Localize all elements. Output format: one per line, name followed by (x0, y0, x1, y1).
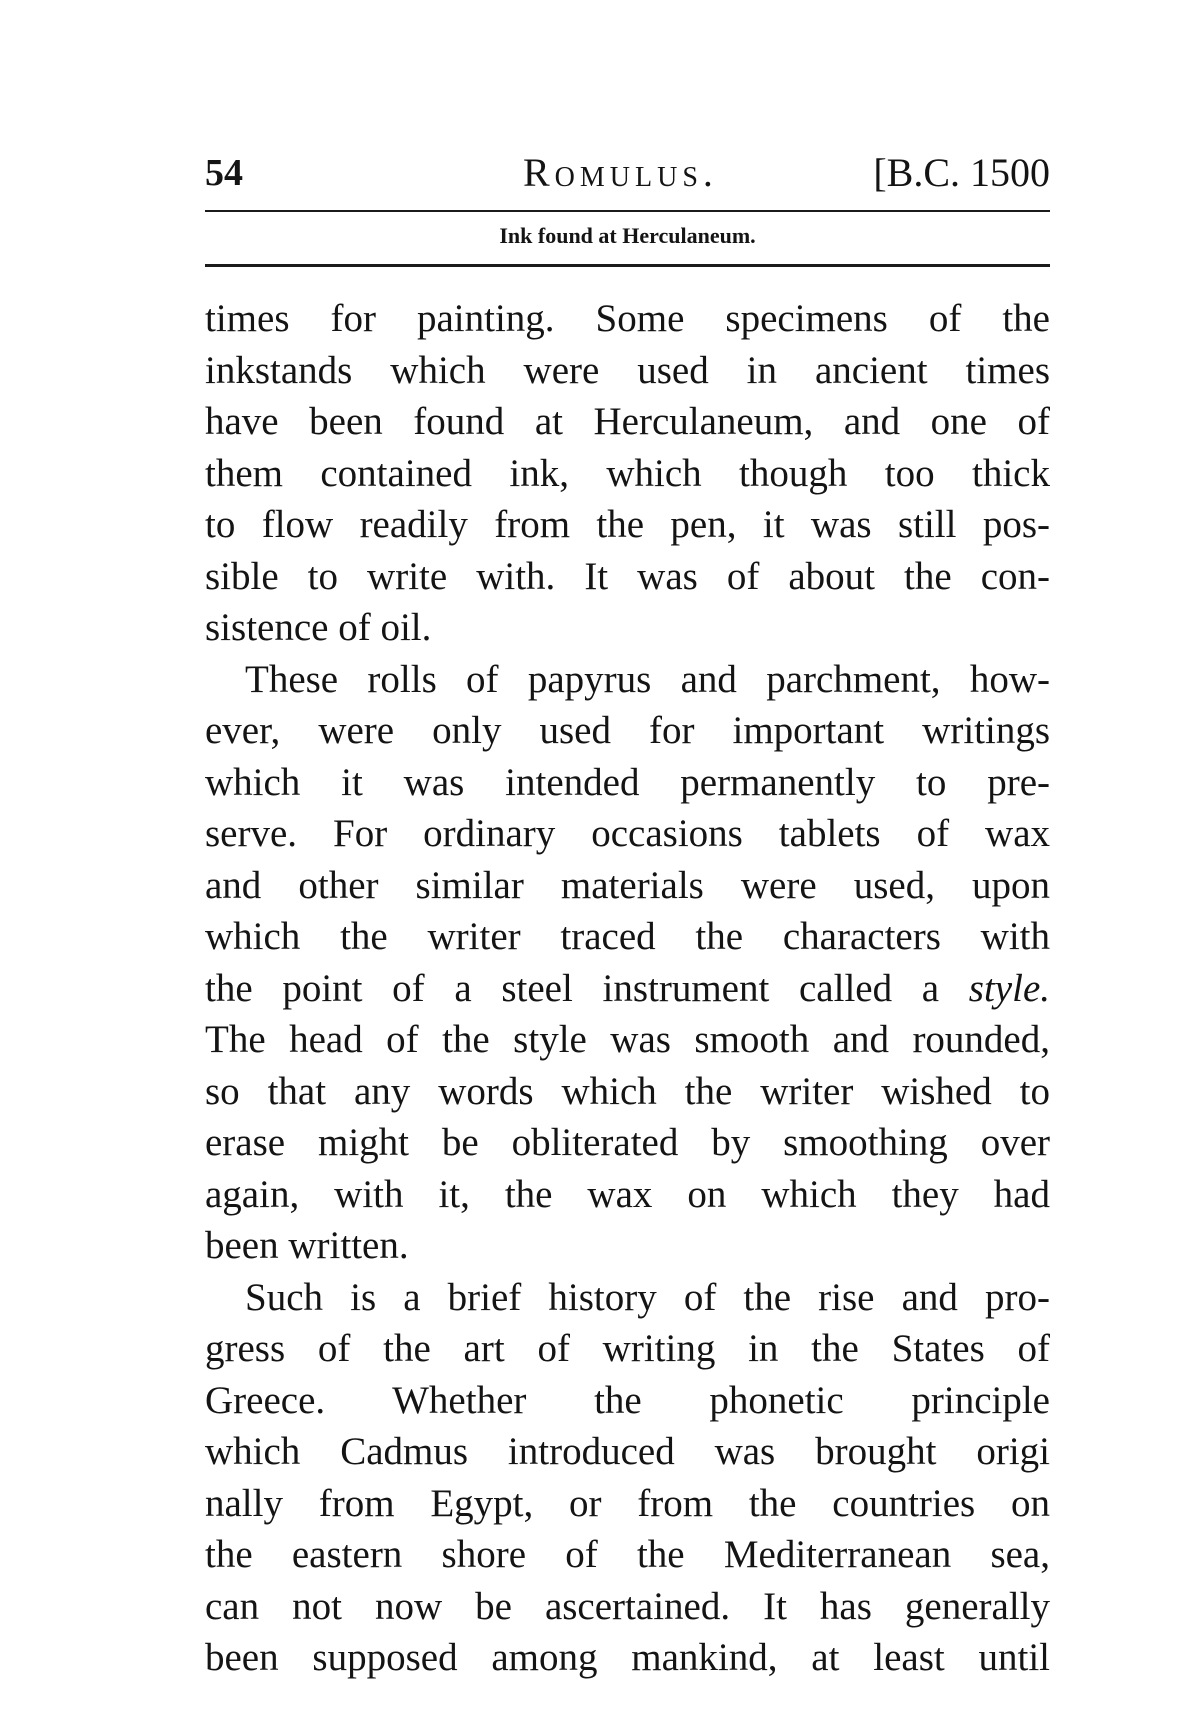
text-line-with-italic (205, 963, 1050, 1015)
header-rule-top (205, 210, 1050, 212)
text-line: These rolls of papyrus and parchment, how- (245, 657, 1050, 701)
paragraph-3 (205, 1272, 1050, 1684)
text-line: Greece. Whether the phonetic principle (205, 1378, 1050, 1422)
text-line: been written. (205, 1224, 409, 1267)
paragraph-2 (205, 654, 1050, 1272)
header-rule-bottom (205, 264, 1050, 267)
text-line: sible to write with. It was of about the con- (205, 554, 1050, 598)
running-head (205, 142, 1050, 204)
text-segment: the point of a steel instrument called a (205, 966, 940, 1010)
text-line: ever, were only used for important writings (205, 709, 1050, 752)
text-line: them contained ink, which though too thick (205, 451, 1050, 495)
text-line: sistence of oil. (205, 606, 432, 649)
text-line: nally from Egypt, or from the countries on (205, 1481, 1050, 1525)
text-line: been supposed among mankind, at least until (205, 1636, 1050, 1679)
text-line: the eastern shore of the Mediterranean sea, (205, 1533, 1050, 1576)
text-line: which Cadmus introduced was brought origi (205, 1430, 1050, 1473)
text-line: gress of the art of writing in the States of (205, 1327, 1050, 1370)
text-line: inkstands which were used in ancient times (205, 348, 1050, 392)
italic-term: style. (968, 966, 1051, 1010)
text-line: so that any words which the writer wished to (205, 1069, 1050, 1113)
text-line: which it was intended permanently to pre- (205, 760, 1050, 804)
text-line: times for painting. Some specimens of the (205, 297, 1050, 340)
text-line: erase might be obliterated by smoothing over (205, 1121, 1050, 1164)
text-line: and other similar materials were used, upon (205, 863, 1050, 907)
text-line: again, with it, the wax on which they had (205, 1172, 1050, 1216)
page-number: 54 (205, 152, 243, 194)
paragraph-1 (205, 293, 1050, 654)
body-text (205, 293, 1050, 1684)
text-line: which the writer traced the characters with (205, 915, 1050, 958)
text-line: The head of the style was smooth and rounded, (205, 1018, 1050, 1061)
text-line: Such is a brief history of the rise and pro- (245, 1275, 1050, 1319)
date-label: [B.C. 1500 (873, 150, 1050, 195)
running-title: Romulus. (523, 150, 718, 195)
text-line: can not now be ascertained. It has generally (205, 1584, 1050, 1628)
text-line: serve. For ordinary occasions tablets of wax (205, 812, 1050, 855)
text-line: to flow readily from the pen, it was still pos- (205, 503, 1050, 546)
section-caption: Ink found at Herculaneum. (499, 223, 756, 248)
text-line: have been found at Herculaneum, and one of (205, 400, 1050, 443)
